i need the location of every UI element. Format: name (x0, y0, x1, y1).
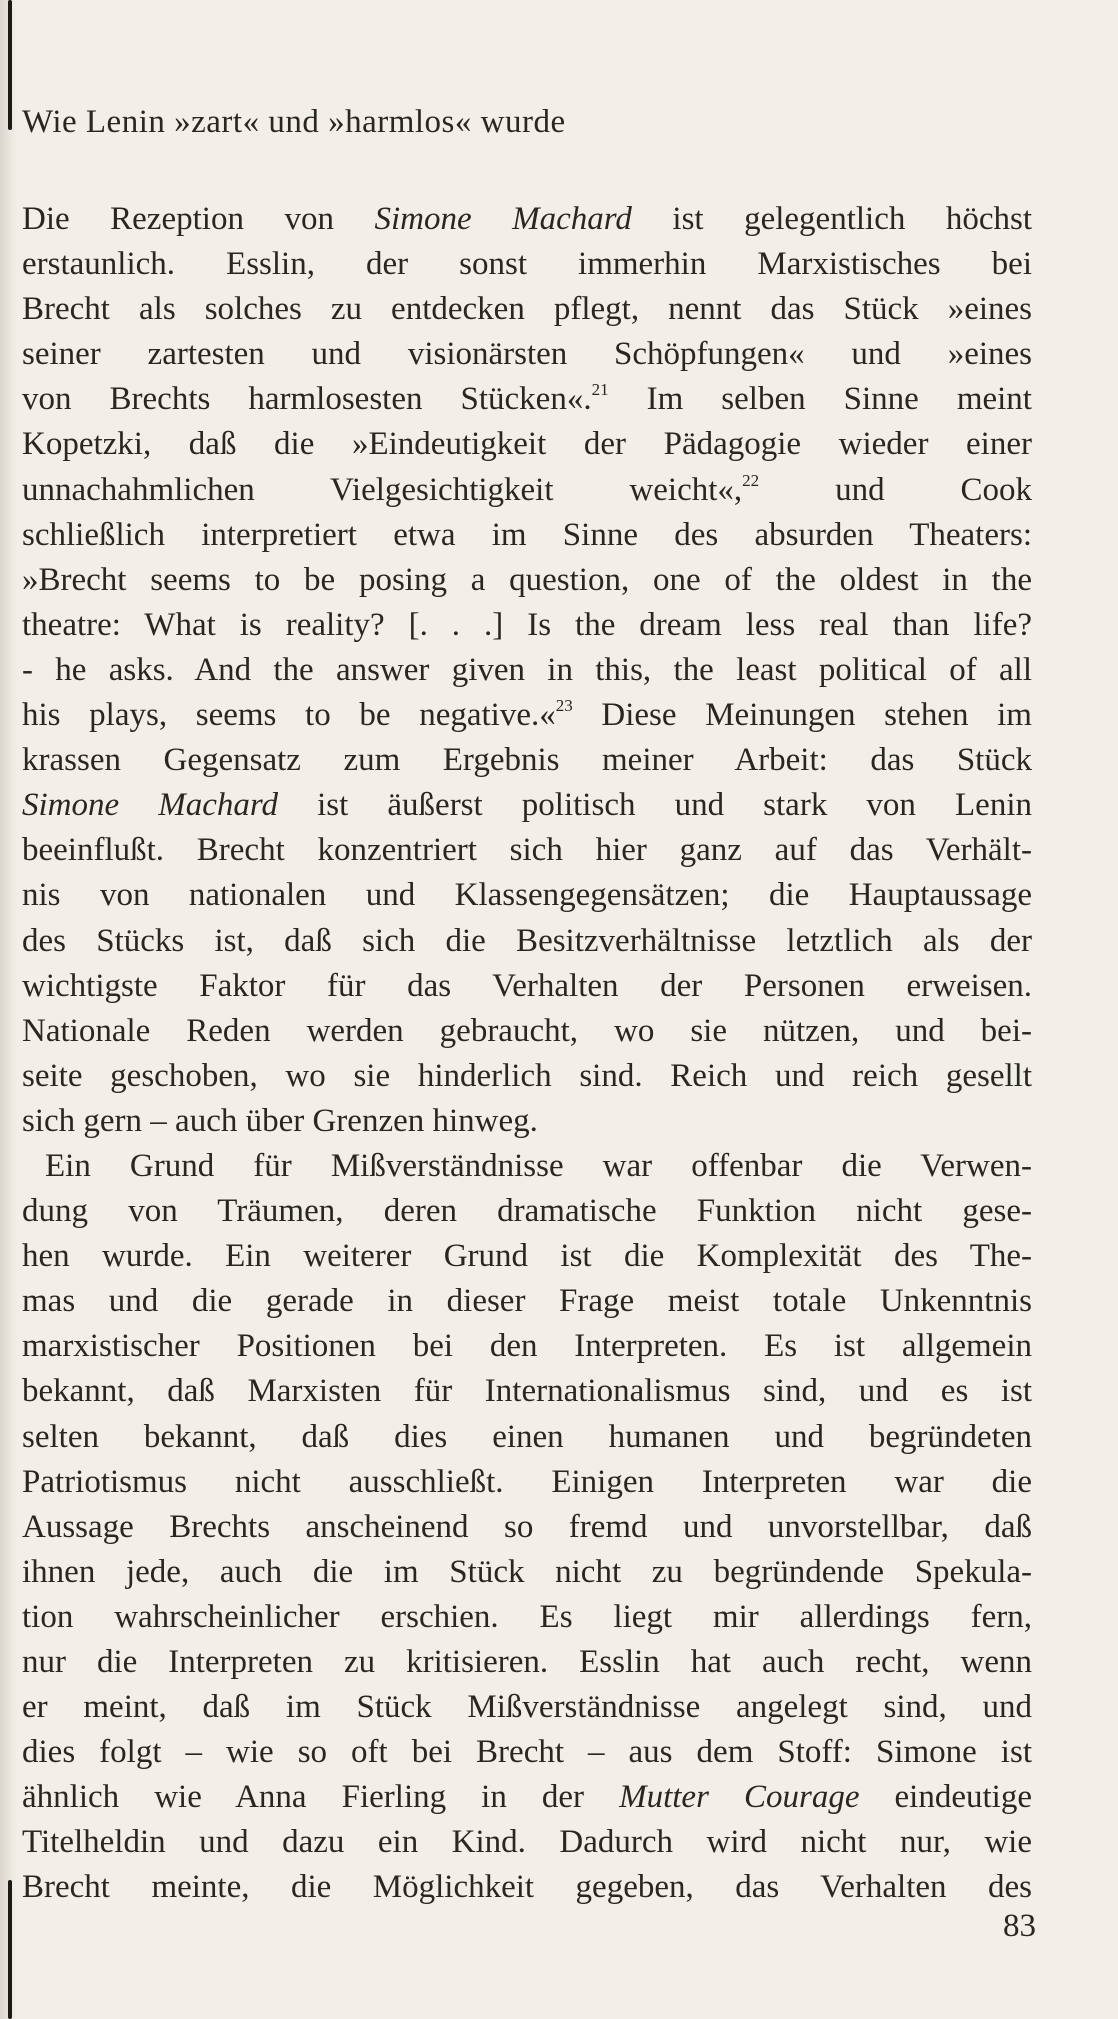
line-text: erstaunlich. Esslin, der sonst immerhin Marxistisches bei (22, 246, 1032, 283)
text-line (22, 1279, 1032, 1324)
line-text: und Cook (759, 471, 1032, 508)
binding-mark-bottom (8, 1880, 12, 2019)
text-line (22, 558, 1032, 603)
text-line (22, 377, 1032, 422)
text-line (22, 1865, 1032, 1910)
text-line (22, 1595, 1032, 1640)
line-text: dies folgt – wie so oft bei Brecht – aus dem Stoff: Simone ist (22, 1734, 1032, 1771)
line-text: Die Rezeption von (22, 201, 375, 237)
italic-title: Simone Machard (374, 201, 632, 237)
line-text: ist gelegentlich höchst (631, 201, 1033, 237)
text-line (22, 873, 1032, 918)
text-line (22, 1775, 1032, 1820)
line-text: Brecht meinte, die Möglichkeit gegeben, das Verhalten des (22, 1869, 1032, 1906)
line-text: tion wahrscheinlicher erschien. Es liegt mir allerdings fern, (22, 1598, 1032, 1635)
line-text: ähnlich wie Anna Fierling in der (22, 1779, 620, 1816)
text-line (22, 738, 1032, 783)
line-text: des Stücks ist, daß sich die Besitzverhältnisse letztlich als der (22, 922, 1032, 959)
text-line (22, 1820, 1032, 1865)
text-line (22, 1550, 1032, 1595)
line-text: krassen Gegensatz zum Ergebnis meiner Arbeit: das Stück (22, 742, 1032, 779)
line-text: ist äußerst politisch und stark von Lenin (278, 787, 1032, 824)
line-text: nur die Interpreten zu kritisieren. Esslin hat auch recht, wenn (22, 1644, 1032, 1680)
text-line (22, 1099, 1032, 1144)
line-text: selten bekannt, daß dies einen humanen und begründeten (22, 1418, 1032, 1455)
italic-title: Simone Machard (22, 787, 279, 824)
line-text: Titelheldin und dazu ein Kind. Dadurch wird nicht nur, wie (22, 1824, 1032, 1861)
text-line (22, 242, 1032, 287)
text-line (22, 1730, 1032, 1775)
line-text: - he asks. And the answer given in this, the least political of all (22, 651, 1032, 688)
line-text: Diese Meinungen stehen im (572, 697, 1032, 734)
line-text: Kopetzki, daß die »Eindeutigkeit der Pädagogie wieder einer (22, 426, 1032, 463)
text-line (22, 287, 1032, 332)
line-text: hen wurde. Ein weiterer Grund ist die Komplexität des The- (22, 1238, 1032, 1275)
text-line (22, 1685, 1032, 1730)
line-text: marxistischer Positionen bei den Interpreten. Es ist allgemein (22, 1328, 1032, 1365)
text-line (22, 197, 1032, 242)
text-line (22, 1234, 1032, 1279)
line-text: er meint, daß im Stück Mißverständnisse angelegt sind, und (22, 1689, 1032, 1726)
text-line (22, 1144, 1032, 1189)
line-text: ihnen jede, auch die im Stück nicht zu begründende Spekula- (22, 1553, 1032, 1590)
text-line (22, 1369, 1032, 1414)
line-text: schließlich interpretiert etwa im Sinne des absurden Theaters: (22, 516, 1032, 553)
text-line (22, 1324, 1032, 1369)
text-line (22, 1640, 1032, 1685)
text-line (22, 1415, 1032, 1460)
line-text: von Brechts harmlosesten Stücken«. (22, 381, 592, 418)
text-line (22, 828, 1032, 873)
line-text: wichtigste Faktor für das Verhalten der Personen erweisen. (22, 967, 1032, 1004)
line-text: beeinflußt. Brecht konzentriert sich hier ganz auf das Verhält- (22, 832, 1032, 869)
text-line (22, 964, 1032, 1009)
line-text: seite geschoben, wo sie hinderlich sind. Reich und reich gesellt (22, 1057, 1032, 1094)
italic-title: Mutter Courage (619, 1779, 860, 1816)
line-text: unnachahmlichen Vielgesichtigkeit weicht«, (22, 471, 743, 508)
text-line (22, 1054, 1032, 1099)
text-line (22, 1505, 1032, 1550)
line-text: seiner zartesten und visionärsten Schöpfungen« und »eines (22, 336, 1032, 373)
text-line (22, 603, 1032, 648)
line-text: bekannt, daß Marxisten für Internationalismus sind, und es ist (22, 1373, 1032, 1410)
text-line (22, 1460, 1032, 1505)
line-text: Ein Grund für Mißverständnisse war offenbar die Verwen- (45, 1147, 1032, 1184)
footnote-ref: 23 (555, 696, 573, 716)
text-line (22, 468, 1032, 513)
line-text: nis von nationalen und Klassengegensätzen; die Hauptaussage (22, 877, 1032, 914)
line-text: his plays, seems to be negative.« (22, 697, 556, 734)
line-text: Nationale Reden werden gebraucht, wo sie nützen, und bei- (22, 1012, 1032, 1049)
running-head: Wie Lenin »zart« und »harmlos« wurde (22, 104, 566, 140)
line-text: Brecht als solches zu entdecken pflegt, nennt das Stück »eines (22, 291, 1032, 328)
line-text: dung von Träumen, deren dramatische Funktion nicht gese- (22, 1193, 1032, 1230)
footnote-ref: 22 (742, 470, 760, 490)
text-line (22, 783, 1032, 828)
text-line (22, 1189, 1032, 1234)
line-text: eindeutige (859, 1779, 1032, 1816)
text-line (22, 648, 1032, 693)
line-text: mas und die gerade in dieser Frage meist totale Unkenntnis (22, 1283, 1032, 1320)
line-text: theatre: What is reality? [. . .] Is the dream less real than life? (22, 606, 1032, 643)
binding-mark-top (8, 0, 12, 130)
line-text: »Brecht seems to be posing a question, one of the oldest in the (22, 561, 1032, 598)
footnote-ref: 21 (591, 380, 609, 400)
text-line (22, 1009, 1032, 1054)
text-line (22, 693, 1032, 738)
text-line (22, 919, 1032, 964)
text-line (22, 332, 1032, 377)
body-text (22, 197, 1032, 1911)
text-line (22, 513, 1032, 558)
line-text: Im selben Sinne meint (608, 381, 1032, 418)
text-line (22, 422, 1032, 467)
line-text: sich gern – auch über Grenzen hinweg. (22, 1102, 538, 1139)
line-text: Aussage Brechts anscheinend so fremd und unvorstellbar, daß (22, 1508, 1032, 1545)
page-number: 83 (1003, 1908, 1036, 1944)
page-gutter-shadow (0, 0, 18, 2019)
line-text: Patriotismus nicht ausschließt. Einigen Interpreten war die (22, 1463, 1032, 1500)
